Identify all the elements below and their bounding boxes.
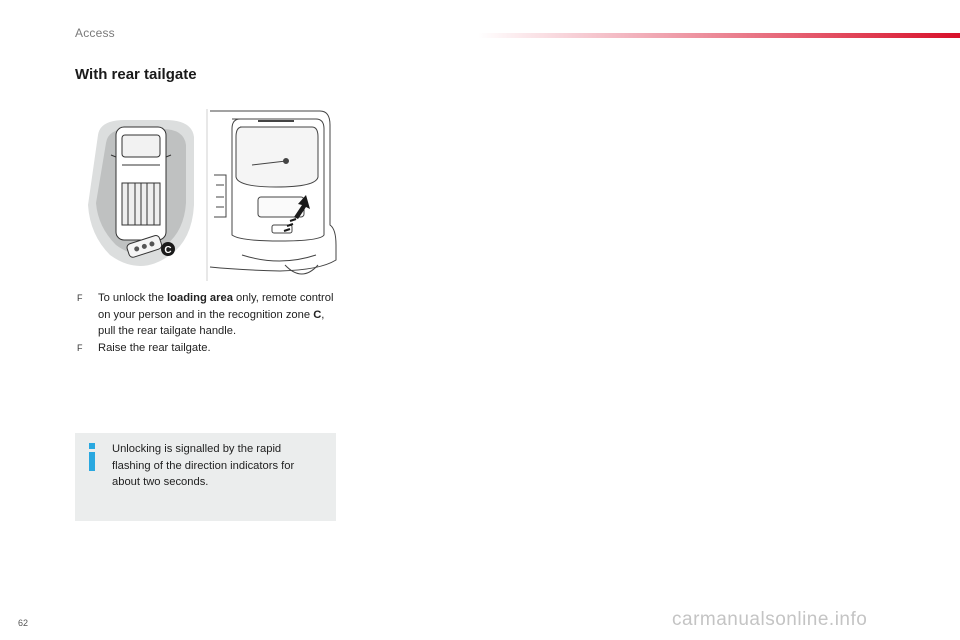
- zone-c-label: C: [164, 245, 172, 256]
- van-rear-view-icon: [210, 111, 336, 274]
- info-icon: [85, 443, 99, 471]
- page-number: 62: [18, 618, 29, 628]
- bullet-icon: F: [77, 293, 83, 303]
- info-box: [75, 433, 336, 521]
- van-top-view-icon: [111, 127, 171, 240]
- instruction-item-1: F To unlock the loading area only, remote control on your person and in the recognition zone C, pull the rear tailgate handle.: [77, 292, 334, 337]
- info-text: Unlocking is signalled by the rapid flashing of the direction indicators for about two seconds.: [112, 443, 295, 488]
- section-label: Access: [75, 26, 115, 40]
- header-rule: [478, 33, 960, 38]
- instruction-list: [75, 290, 335, 356]
- watermark: carmanualsonline.info: [672, 609, 868, 630]
- tailgate-illustration: [80, 105, 340, 285]
- bullet-icon: F: [77, 342, 83, 353]
- page-title: With rear tailgate: [75, 66, 197, 83]
- instruction-item-2: F Raise the rear tailgate.: [75, 340, 335, 357]
